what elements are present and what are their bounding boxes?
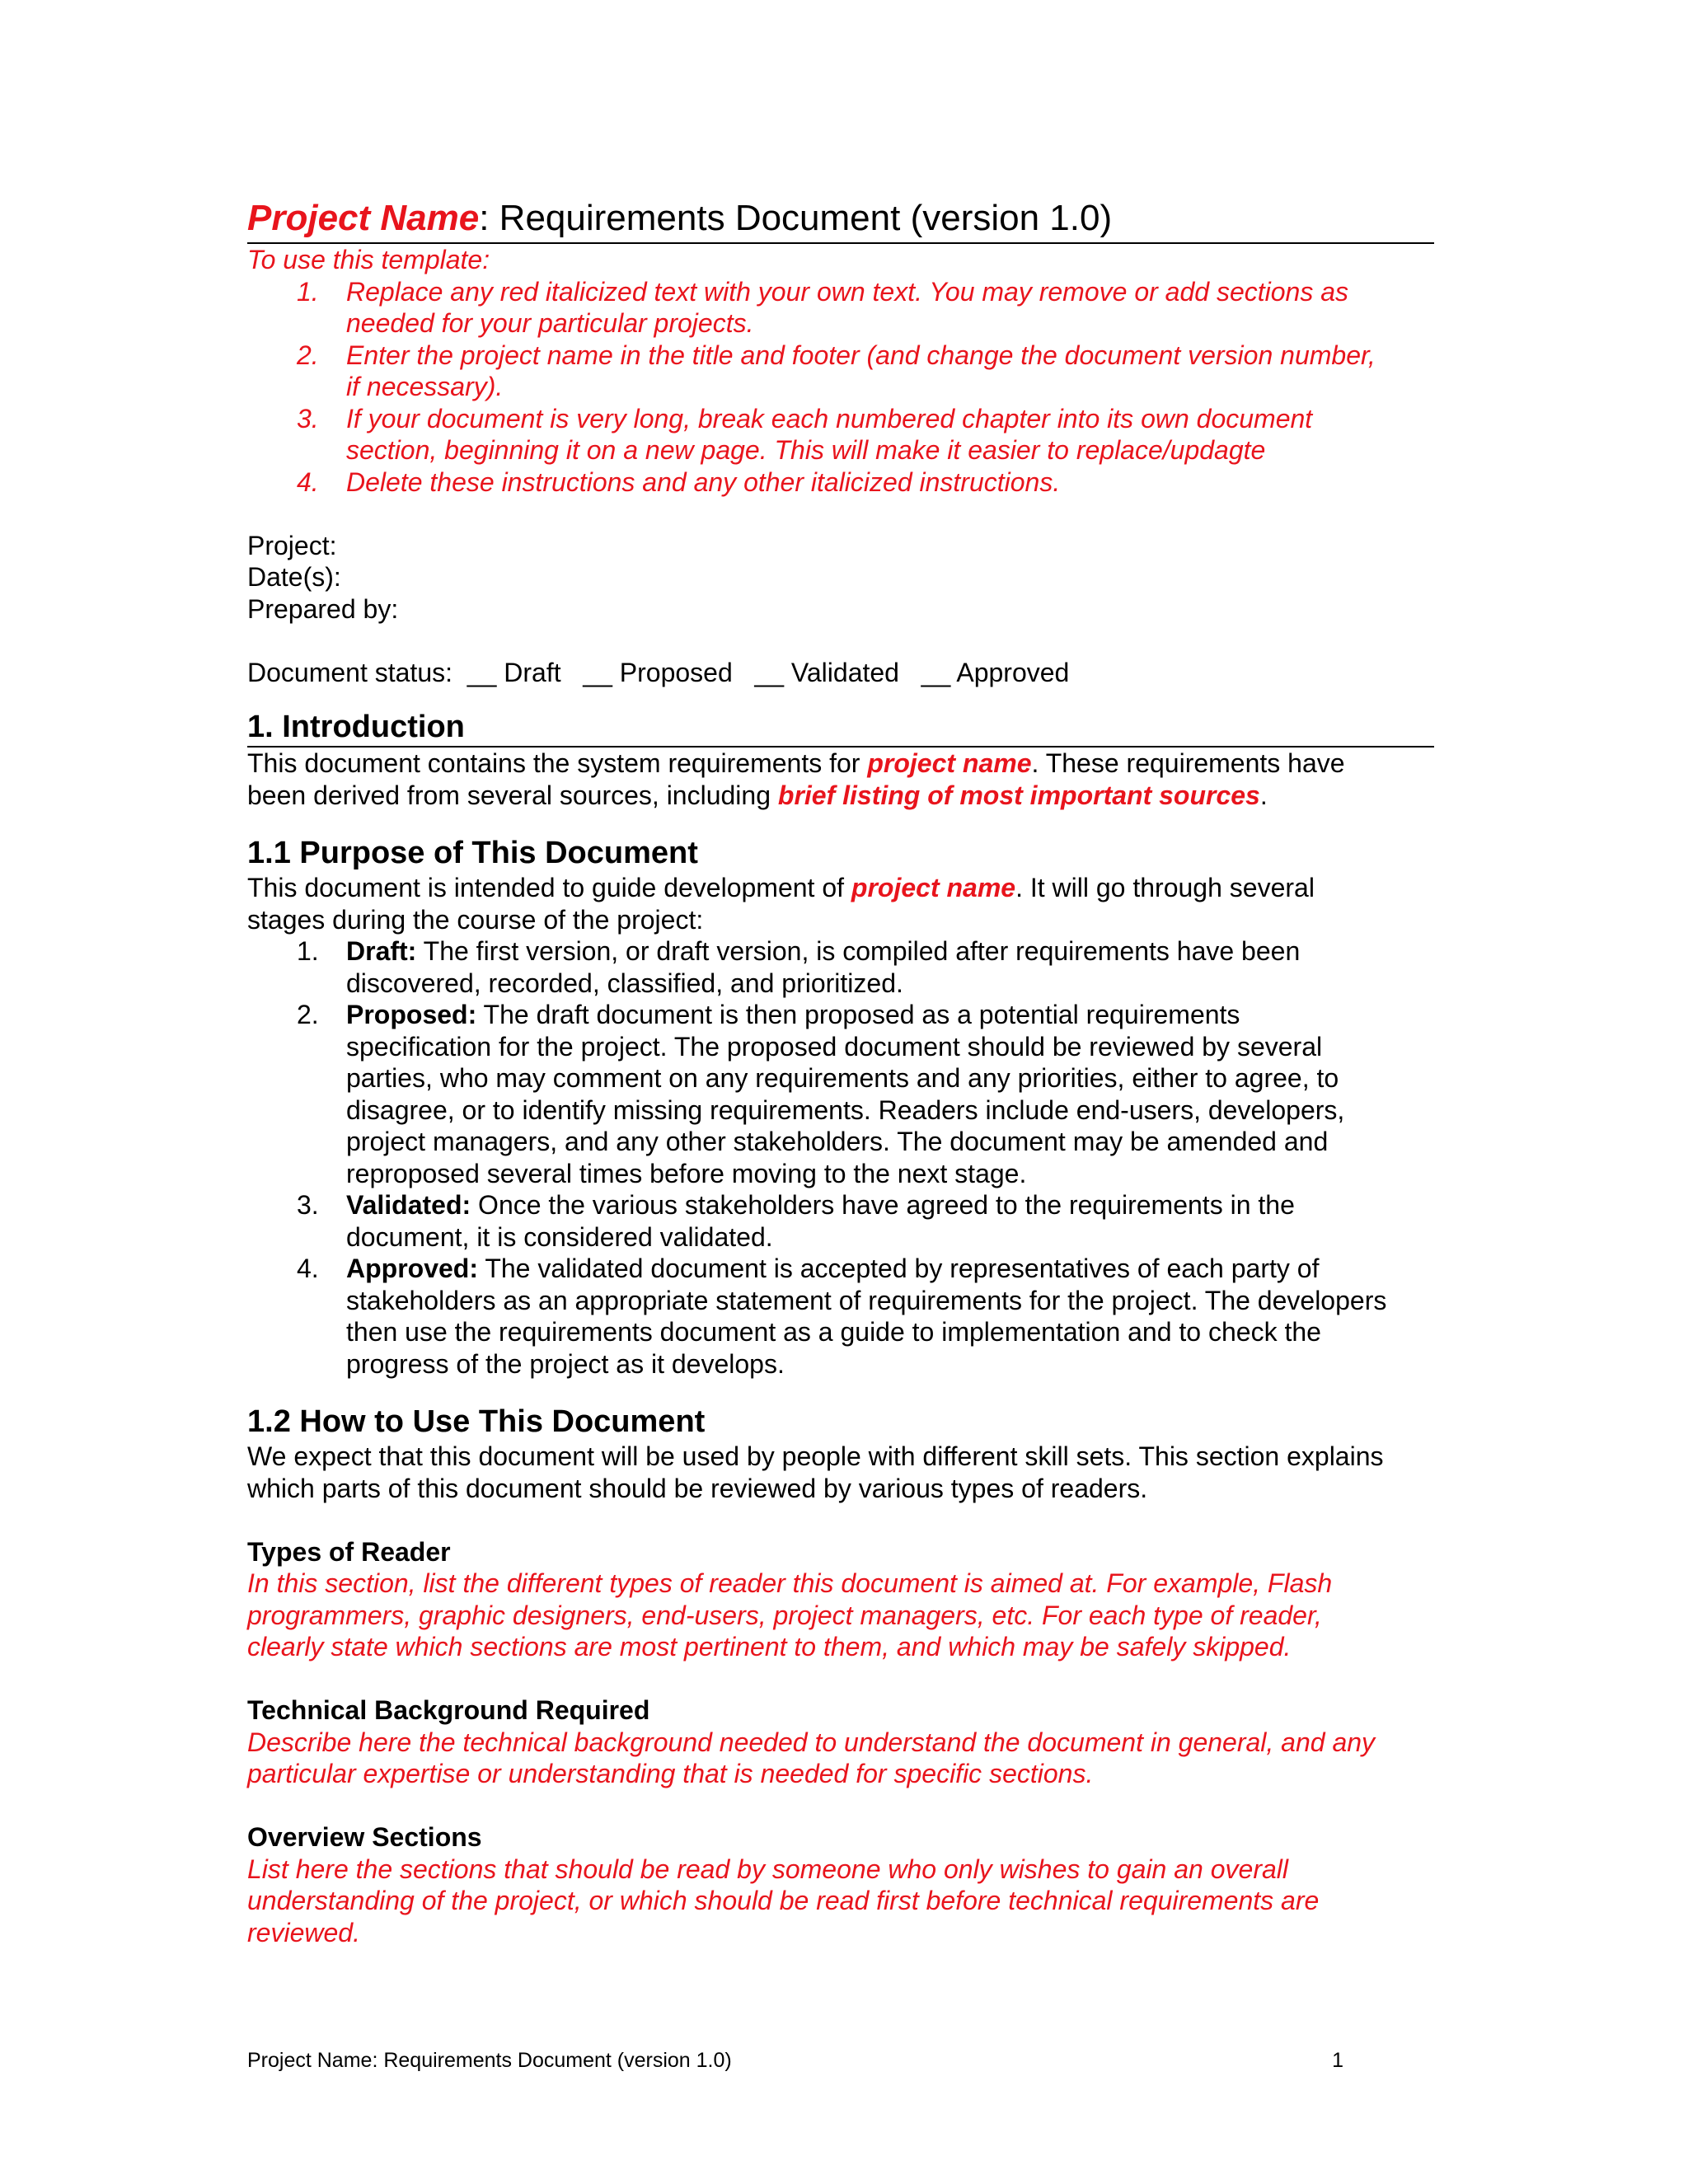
document-status <box>247 657 1434 689</box>
intro-paragraph-line <box>247 780 1434 812</box>
document-title <box>247 196 1434 244</box>
instruction-line: needed for your particular projects. <box>346 308 754 338</box>
howto-line: which parts of this document should be reviewed by various types of readers. <box>247 1473 1148 1503</box>
intro-placeholder-sources: brief listing of most important sources <box>777 780 1260 810</box>
instructions-list <box>247 276 1434 499</box>
section-howto-heading: 1.2 How to Use This Document <box>247 1404 706 1439</box>
instruction-number: 3. <box>297 403 319 434</box>
status-option-validated: __ Validated <box>754 657 899 687</box>
status-option-approved: __ Approved <box>921 657 1070 687</box>
intro-text: This document contains the system requirements for <box>247 748 868 778</box>
stage-line: The validated document is accepted by representatives of each party of <box>478 1254 1320 1283</box>
stage-item-approved <box>247 1253 1434 1380</box>
stage-line: Once the various stakeholders have agreed to the requirements in the <box>471 1190 1295 1220</box>
technical-background-line: particular expertise or understanding that is needed for specific sections. <box>247 1759 1094 1788</box>
stage-line: stakeholders as an appropriate statement of requirements for the project. The developers <box>346 1285 1387 1315</box>
intro-placeholder-project-name: project name <box>867 748 1032 778</box>
purpose-text: . It will go through several <box>1015 873 1315 902</box>
types-of-reader-line: In this section, list the different types of reader this document is aimed at. For example, Flash <box>247 1568 1333 1598</box>
title-project-name: Project Name <box>247 198 480 238</box>
instruction-line: if necessary). <box>346 372 504 401</box>
stage-item-proposed <box>247 999 1434 1189</box>
instruction-item <box>247 466 1434 499</box>
stage-line: project managers, and any other stakeholders. The document may be amended and <box>346 1127 1329 1156</box>
meta-prepared-by: Prepared by: <box>247 593 399 624</box>
stage-line: reproposed several times before moving to the next stage. <box>346 1158 1027 1188</box>
purpose-placeholder-project-name: project name <box>851 873 1016 902</box>
status-option-draft: __ Draft <box>467 657 561 687</box>
instruction-line: Delete these instructions and any other italicized instructions. <box>346 466 1061 497</box>
instruction-line: Replace any red italicized text with your own text. You may remove or add sections as <box>346 276 1349 307</box>
stage-item-validated <box>247 1189 1434 1253</box>
section-introduction-heading: 1. Introduction <box>247 708 1434 748</box>
stage-number: 1. <box>297 936 319 966</box>
instruction-line: section, beginning it on a new page. This will make it easier to replace/updagte <box>346 435 1266 465</box>
stage-line: document, it is considered validated. <box>346 1221 773 1252</box>
purpose-paragraph-line <box>247 872 1434 904</box>
types-of-reader-heading: Types of Reader <box>247 1536 451 1567</box>
types-of-reader-line: programmers, graphic designers, end-users, project managers, etc. For each type of reader, <box>247 1600 1322 1630</box>
meta-project: Project: <box>247 530 337 560</box>
instruction-item <box>247 403 1434 466</box>
stage-line: disagree, or to identify missing requirements. Readers include end-users, developers, <box>346 1094 1345 1125</box>
instruction-line: If your document is very long, break each numbered chapter into its own document <box>346 403 1313 434</box>
stage-line: discovered, recorded, classified, and prioritized. <box>346 968 903 998</box>
types-of-reader-line: clearly state which sections are most pertinent to them, and which may be safely skipped. <box>247 1632 1292 1661</box>
howto-line: We expect that this document will be used by people with different skill sets. This section explains <box>247 1441 1384 1471</box>
instruction-number: 1. <box>297 276 319 307</box>
stage-line: The first version, or draft version, is compiled after requirements have been <box>416 936 1301 966</box>
document-body <box>247 196 1434 1948</box>
stage-term: Validated: <box>346 1190 471 1220</box>
overview-sections-line: understanding of the project, or which should be read first before technical requirements are <box>247 1886 1320 1915</box>
stage-line: The draft document is then proposed as a potential requirements <box>476 1000 1240 1029</box>
intro-paragraph-line <box>247 748 1434 780</box>
instruction-number: 2. <box>297 340 319 370</box>
stage-number: 4. <box>297 1254 319 1283</box>
meta-dates: Date(s): <box>247 562 341 592</box>
instruction-item <box>247 340 1434 403</box>
stage-term: Draft: <box>346 936 417 966</box>
page-number: 1 <box>1332 2049 1343 2072</box>
overview-sections-line: reviewed. <box>247 1917 360 1947</box>
stage-term: Approved: <box>346 1254 478 1283</box>
overview-sections-heading: Overview Sections <box>247 1822 482 1852</box>
stage-line: progress of the project as it develops. <box>346 1348 785 1379</box>
stage-number: 2. <box>297 1000 319 1029</box>
instruction-item <box>247 276 1434 340</box>
purpose-text: This document is intended to guide development of <box>247 873 851 902</box>
intro-text: . These requirements have <box>1031 748 1345 778</box>
stage-line: specification for the project. The proposed document should be reviewed by several <box>346 1031 1323 1062</box>
stage-term: Proposed: <box>346 1000 477 1029</box>
overview-sections-line: List here the sections that should be read by someone who only wishes to gain an overall <box>247 1854 1288 1884</box>
status-label: Document status: <box>247 657 452 687</box>
instructions-intro: To use this template: <box>247 245 490 274</box>
stage-item-draft <box>247 935 1434 999</box>
stage-line: parties, who may comment on any requirements and any priorities, either to agree, to <box>346 1063 1339 1093</box>
stages-list <box>247 935 1434 1380</box>
instruction-line: Enter the project name in the title and footer (and change the document version number, <box>346 340 1376 370</box>
technical-background-line: Describe here the technical background needed to understand the document in general, and any <box>247 1727 1376 1757</box>
page-footer <box>247 2048 1343 2073</box>
footer-text: Project Name: Requirements Document (version 1.0) <box>247 2049 732 2072</box>
instruction-number: 4. <box>297 466 319 497</box>
intro-text: . <box>1259 780 1268 810</box>
stage-number: 3. <box>297 1190 319 1220</box>
section-purpose-heading: 1.1 Purpose of This Document <box>247 836 698 870</box>
title-rest: : Requirements Document (version 1.0) <box>479 198 1113 238</box>
intro-text: been derived from several sources, including <box>247 780 778 810</box>
status-option-proposed: __ Proposed <box>583 657 733 687</box>
stage-line: then use the requirements document as a guide to implementation and to check the <box>346 1317 1321 1347</box>
purpose-paragraph-line: stages during the course of the project: <box>247 904 704 935</box>
technical-background-heading: Technical Background Required <box>247 1695 650 1725</box>
